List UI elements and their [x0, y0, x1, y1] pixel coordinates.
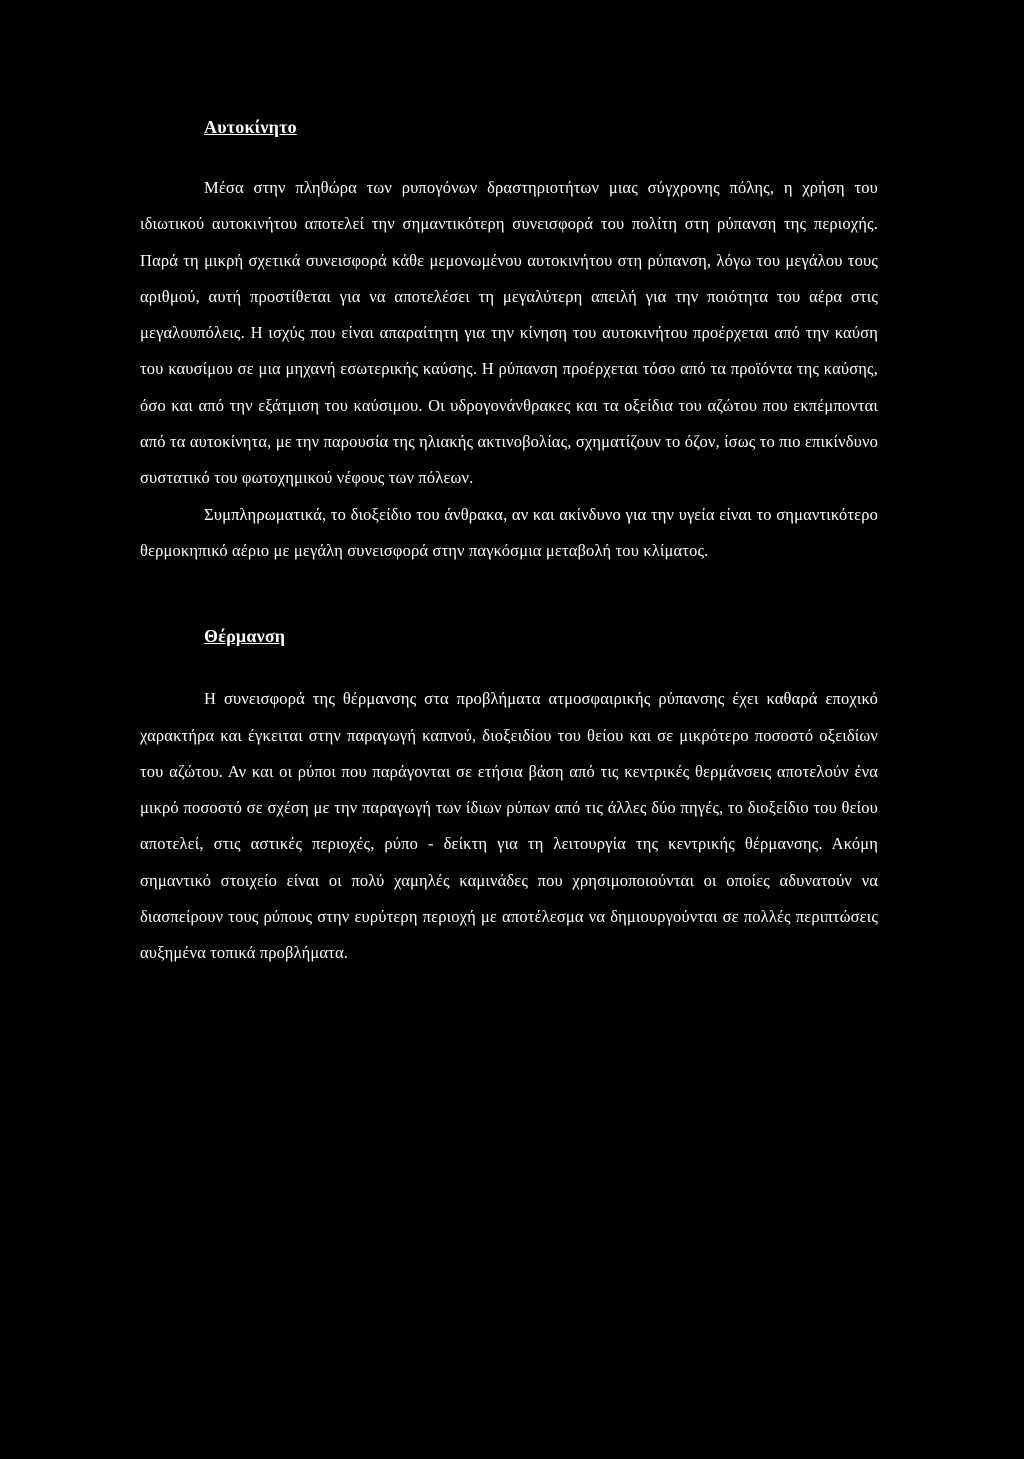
car-paragraph-1: Μέσα στην πληθώρα των ρυπογόνων δραστηριοτήτων μιας σύγχρονης πόλης, η χρήση του ιδιωτικού αυτοκινήτου αποτελεί την σημαντικότερη συνεισφορά του πολίτη στη ρύπανση της περιοχής. Παρά τη μικρή σχετικά συνεισφορά κάθε μεμονωμένου αυτοκινήτου στη ρύπανση, λόγω του μεγάλου τους αριθμού, αυτή προστίθεται για να αποτελέσει τη μεγαλύτερη απειλή για την ποιότητα του αέρα στις μεγαλουπόλεις. Η ισχύς που είναι απαραίτητη για την κίνηση του αυτοκινήτου προέρχεται από την καύση του καυσίμου σε μια μηχανή εσωτερικής καύσης. Η ρύπανση προέρχεται τόσο από τα προϊόντα της καύσης, όσο και από την εξάτμιση του καύσιμου. Οι υδρογονάνθρακες και τα οξείδια του αζώτου που εκπέμπονται από τα αυτοκίνητα, με την παρουσία της ηλιακής ακτινοβολίας, σχηματίζουν το όζον, ίσως το πιο επικίνδυνο συστατικό του φωτοχημικού νέφους των πόλεων. [140, 178, 878, 488]
section-heading-heating: Θέρμανση [204, 626, 286, 647]
document-page [140, 100, 878, 972]
heating-paragraph-1: Η συνεισφορά της θέρμανσης στα προβλήματα ατμοσφαιρικής ρύπανσης έχει καθαρά εποχικό χαρακτήρα και έγκειται στην παραγωγή καπνού, διοξειδίου του θείου και σε μικρότερο ποσοστό οξειδίων του αζώτου. Αν και οι ρύποι που παράγονται σε ετήσια βάση από τις κεντρικές θερμάνσεις αποτελούν ένα μικρό ποσοστό σε σχέση με την παραγωγή των ίδιων ρύπων από τις άλλες δύο πηγές, το διοξείδιο του θείου αποτελεί, στις αστικές περιοχές, ρύπο - δείκτη για τη λειτουργία της κεντρικής θέρμανσης. Ακόμη σημαντικό στοιχείο είναι οι πολύ χαμηλές καμινάδες που χρησιμοποιούνται οι οποίες αδυνατούν να διασπείρουν τους ρύπους στην ευρύτερη περιοχή με αποτέλεσμα να δημιουργούνται σε πολλές περιπτώσεις αυξημένα τοπικά προβλήματα. [140, 689, 878, 963]
section-gap [140, 569, 878, 609]
heading-spacer [140, 154, 878, 170]
heading-spacer [140, 663, 878, 681]
car-paragraph-2: Συμπληρωματικά, το διοξείδιο του άνθρακα, αν και ακίνδυνο για την υγεία είναι το σημαντικότερο θερμοκηπικό αέριο με μεγάλη συνεισφορά στην παγκόσμια μεταβολή του κλίματος. [140, 504, 878, 560]
section-heading-car: Αυτοκίνητο [204, 117, 297, 137]
